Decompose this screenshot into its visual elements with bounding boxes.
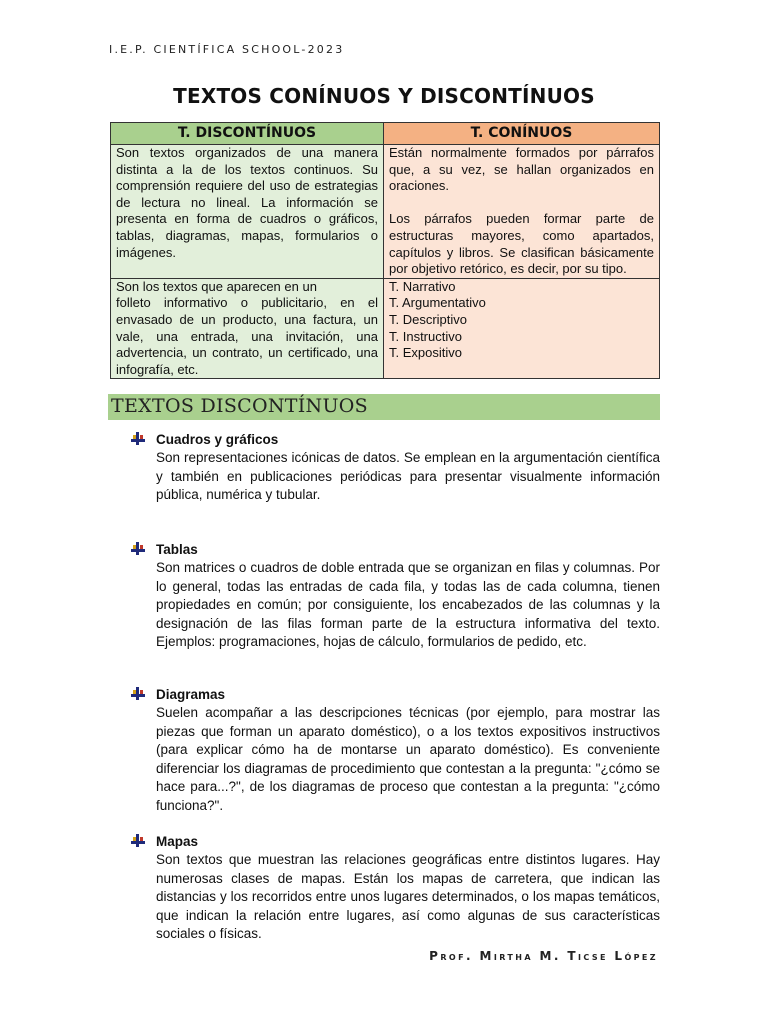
item-heading: Tablas: [156, 542, 198, 557]
section-header: [108, 394, 660, 420]
item-body: Son matrices o cuadros de doble entrada que se organizan en filas y columnas. Por lo general, todas las entradas de cada fila, y todas las de cada columna, tienen propiedades en común; por consiguiente, los encabezados de las columnas y la designación de las filas forman parte de la estructura informativa del texto. Ejemplos: programaciones, hojas de cálculo, formularios de pedido, etc.: [156, 560, 660, 649]
cell-paragraph: folleto informativo o publicitario, en el envasado de un producto, una factura, un vale, una entrada, una invitación, una advertencia, un contrato, un certificado, una infografía, etc.: [116, 295, 378, 377]
bullet-marker-icon: [130, 687, 146, 701]
cell-paragraph: Están normalmente formados por párrafos que, a su vez, se hallan organizados en oraciones.: [389, 145, 654, 194]
comparison-table: [110, 122, 660, 379]
header-school: I.E.P. CIENTÍFICA SCHOOL-2023: [109, 43, 345, 56]
header-continuos: T. CONÍNUOS: [384, 123, 660, 145]
item-body: Son representaciones icónicas de datos. Se emplean en la argumentación científica y también en publicaciones periódicas para presentar visualmente información pública, numérica y tubular.: [156, 450, 660, 502]
item-body: Suelen acompañar a las descripciones técnicas (por ejemplo, para mostrar las piezas que forman un aparato doméstico), o a los textos expositivos instructivos (para explicar cómo ha de montarse un aparato doméstico). Es conveniente diferenciar los diagramas de procedimiento que contestan a la pregunta: "¿cómo se hace para...?", de los diagramas de proceso que contestan a la pregunta: "¿cómo funciona?".: [156, 705, 660, 813]
table-row: [111, 278, 660, 379]
cell-types-continuos: [384, 278, 660, 379]
page-title: TEXTOS CONÍNUOS Y DISCONTÍNUOS: [173, 84, 595, 108]
type-item: T. Argumentativo: [389, 295, 486, 311]
table-header-row: [111, 123, 660, 145]
cell-examples-discontinuos: [111, 278, 384, 379]
type-item: T. Descriptivo: [389, 311, 468, 327]
list-item-cuadros: [130, 431, 660, 505]
item-heading: Cuadros y gráficos: [156, 432, 279, 447]
type-item: T. Narrativo: [389, 278, 456, 294]
section-title: TEXTOS DISCONTÍNUOS: [111, 395, 368, 417]
item-body: Son textos que muestran las relaciones geográficas entre distintos lugares. Hay numerosas clases de mapas. Están los mapas de carretera, que indican las distancias y los recorridos entre unos lugares determinados, o los mapas temáticos, que indican la relación entre lugares, así como algunas de sus características sociales o físicas.: [156, 852, 660, 941]
bullet-marker-icon: [130, 432, 146, 446]
cell-paragraph: Los párrafos pueden formar parte de estructuras mayores, como apartados, capítulos y libros. Se clasifican básicamente por objetivo retórico, es decir, por su tipo.: [389, 211, 654, 277]
cell-line: Son los textos que aparecen en un: [116, 278, 317, 294]
cell-definition-continuos: [384, 145, 660, 279]
bullet-marker-icon: [130, 542, 146, 556]
cell-definition-discontinuos: Son textos organizados de una manera distinta a la de los textos continuos. Su comprensión requiere del uso de estrategias de lectura no lineal. La información se presenta en forma de cuadros o gráficos, tablas, diagramas, mapas, formularios o imágenes.: [111, 145, 384, 279]
list-item-diagramas: [130, 686, 660, 815]
list-item-tablas: [130, 541, 660, 652]
type-item: T. Instructivo: [389, 328, 462, 344]
bullet-marker-icon: [130, 834, 146, 848]
type-item: T. Expositivo: [389, 345, 462, 361]
table-row: [111, 145, 660, 279]
item-heading: Diagramas: [156, 687, 226, 702]
header-discontinuos: T. DISCONTÍNUOS: [111, 123, 384, 145]
footer-author: Prof. Mirtha M. Ticse López: [429, 949, 658, 963]
list-item-mapas: [130, 833, 660, 944]
item-heading: Mapas: [156, 834, 199, 849]
